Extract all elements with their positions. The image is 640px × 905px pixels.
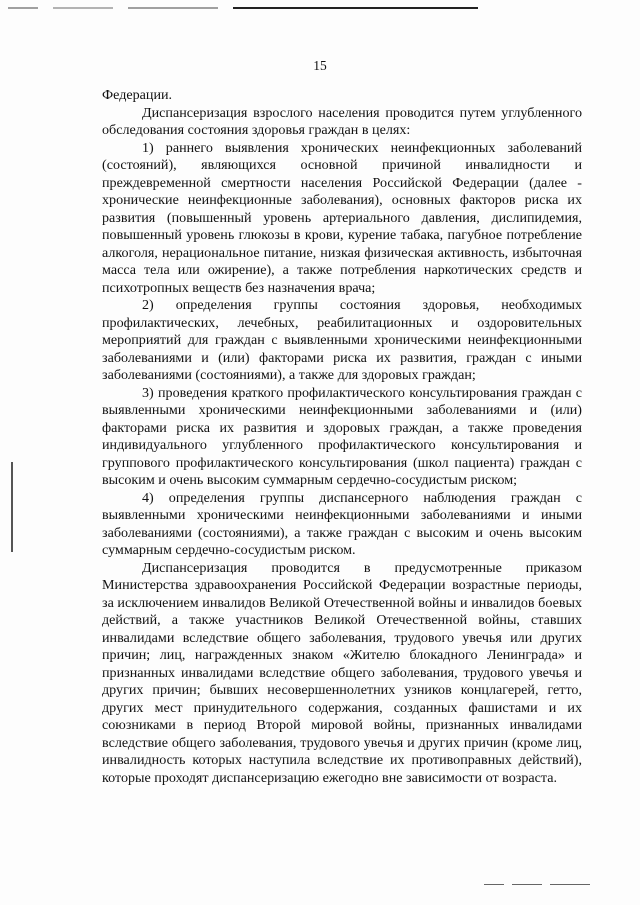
page-number: 15 [313, 58, 327, 73]
paragraph-item-4: 4) определения группы диспансерного наблюдения граждан с выявленными хроническими неинфекционными заболеваниями и иными заболеваниями (состояниями), а также граждан с высоким и очень высоким суммарным сердечно-сосудистым риском. [102, 489, 582, 558]
paragraph-continuation: Федерации. [102, 87, 173, 103]
scan-artifact-top [8, 7, 478, 9]
body-text [102, 87, 582, 787]
scan-artifact-bottom [484, 884, 594, 886]
scan-artifact-left [11, 462, 13, 552]
paragraph-intro: Диспансеризация взрослого населения проводится путем углубленного обследования состояния здоровья граждан в целях: [102, 104, 582, 138]
paragraph-schedule: Диспансеризация проводится в предусмотренные приказом Министерства здравоохранения Российской Федерации возрастные периоды, за исключением инвалидов Великой Отечественной войны и инвалидов боевых действий, а также участников Великой Отечественной войны, ставших инвалидами вследствие общего заболевания, трудового увечья или других причин; лиц, награжденных знаком «Жителю блокадного Ленинграда» и признанных инвалидами вследствие общего заболевания, трудового увечья и других причин; бывших несовершеннолетних узников концлагерей, гетто, других мест принудительного содержания, созданных фашистами и их союзниками в период Второй мировой войны, признанных инвалидами вследствие общего заболевания, трудового увечья и других причин (кроме лиц, инвалидность которых наступила вследствие их противоправных действий), которые проходят диспансеризацию ежегодно вне зависимости от возраста. [102, 559, 582, 786]
paragraph-item-2: 2) определения группы состояния здоровья, необходимых профилактических, лечебных, реабилитационных и оздоровительных мероприятий для граждан с выявленными хроническими неинфекционными заболеваниями и (или) факторами риска их развития, граждан с иными заболеваниями (состояниями), а также для здоровых граждан; [102, 297, 582, 383]
paragraph-item-1: 1) раннего выявления хронических неинфекционных заболеваний (состояний), являющихся основной причиной инвалидности и преждевременной смертности населения Российской Федерации (далее - хронические неинфекционные заболевания), основных факторов риска их развития (повышенный уровень артериального давления, дислипидемия, повышенный уровень глюкозы в крови, курение табака, пагубное потребление алкоголя, нерациональное питание, низкая физическая активность, избыточная масса тела или ожирение), а также потребления наркотических средств и психотропных веществ без назначения врача; [102, 139, 582, 296]
paragraph-item-3: 3) проведения краткого профилактического консультирования граждан с выявленными хроническими неинфекционными заболеваниями и (или) факторами риска их развития и здоровых граждан, а также проведения индивидуального углубленного профилактического консультирования и группового профилактического консультирования (школ пациента) граждан с высоким и очень высоким суммарным сердечно-сосудистым риском; [102, 384, 582, 488]
